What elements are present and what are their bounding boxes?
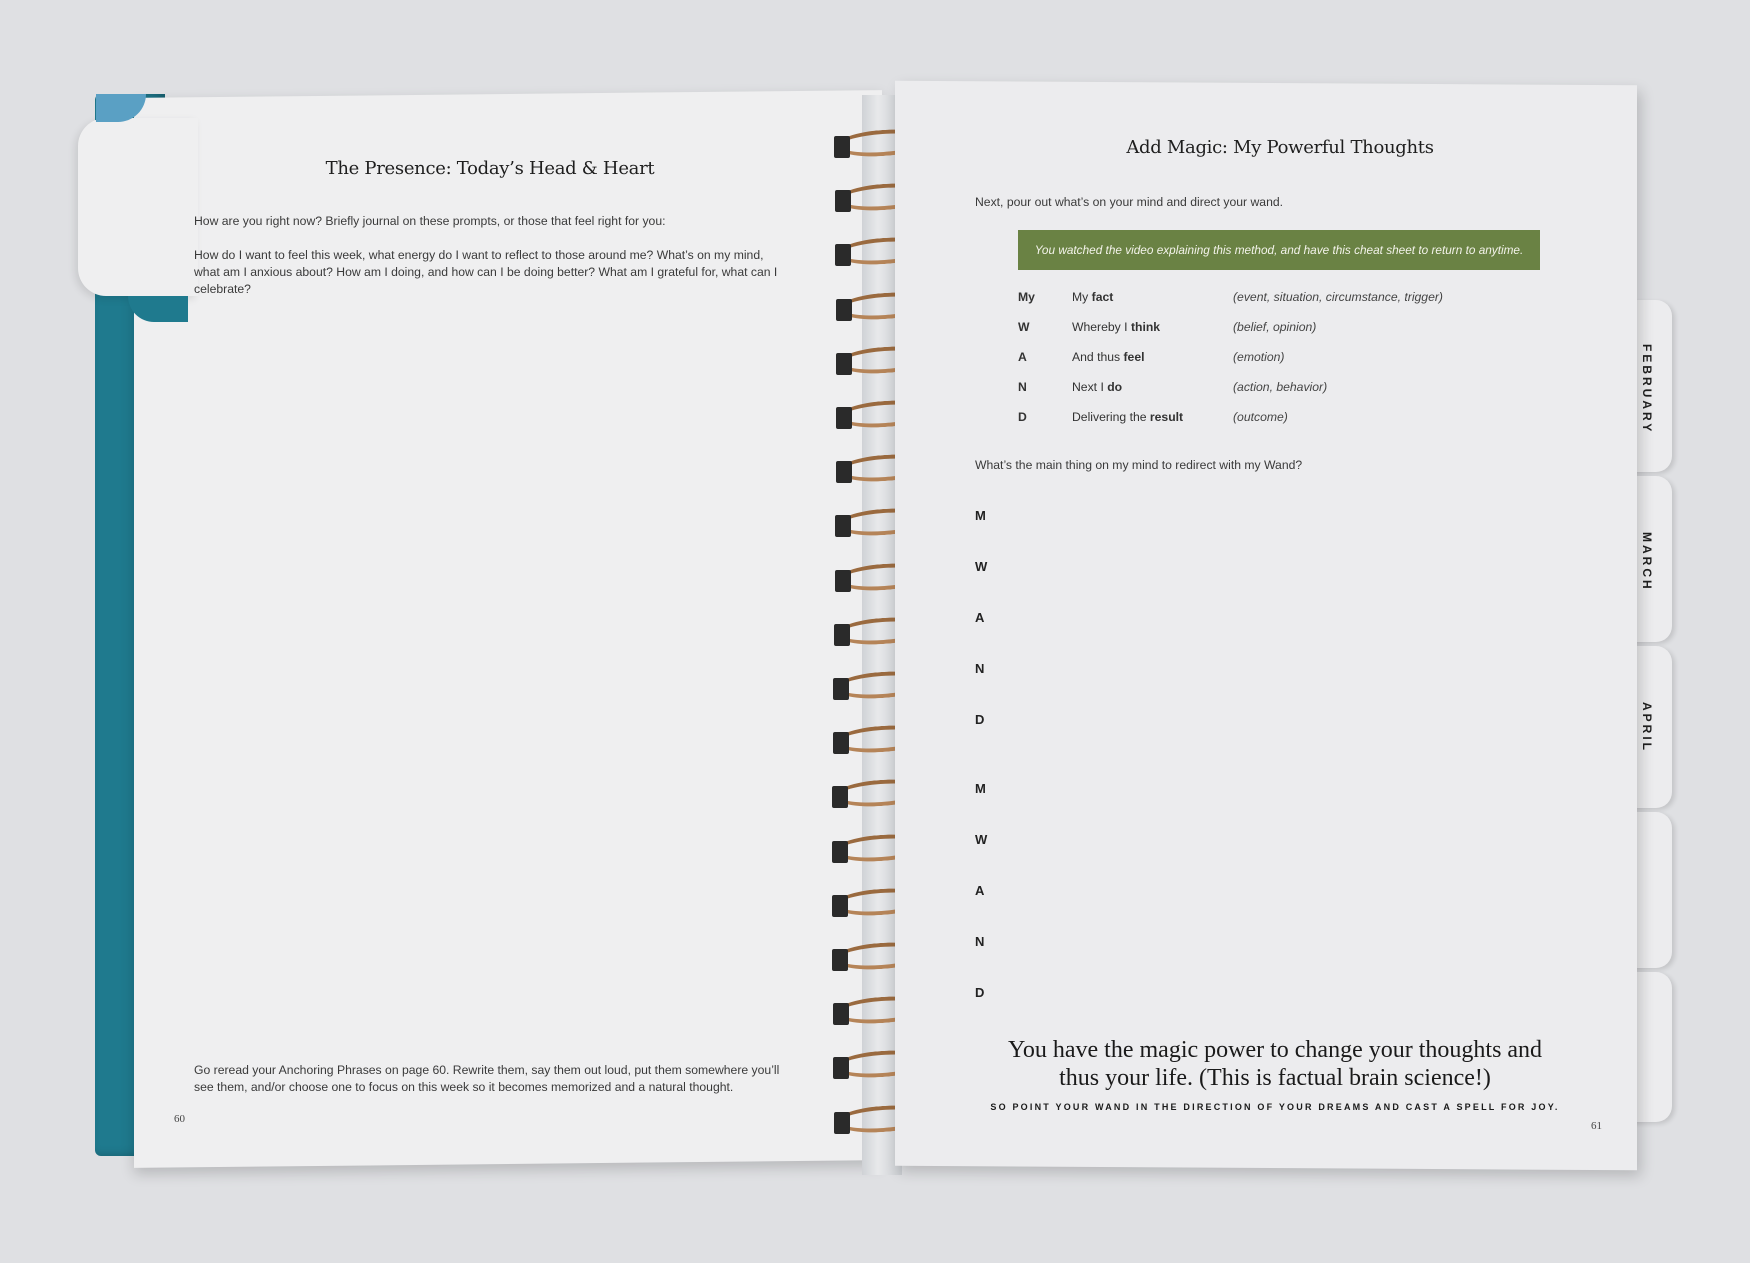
right-page-title: Add Magic: My Powerful Thoughts: [1126, 137, 1434, 158]
left-page-intro: How are you right now? Briefly journal on these prompts, or those that feel right for you:: [194, 214, 666, 228]
worksheet-letter-a: A: [975, 883, 985, 898]
worksheet-letter-m: M: [975, 508, 986, 523]
binding-hole: [832, 895, 848, 917]
binding-hole: [834, 136, 850, 158]
binding-hole: [836, 461, 852, 483]
worksheet-letter-w: W: [975, 832, 988, 847]
tab-february-label: FEBRUARY: [1640, 344, 1654, 435]
worksheet-letter-n: N: [975, 934, 985, 949]
magic-quote-subtitle: SO POINT YOUR WAND IN THE DIRECTION OF YOUR DREAMS AND CAST A SPELL FOR JOY.: [990, 1102, 1560, 1112]
binding-hole: [836, 353, 852, 375]
worksheet-letter-n: N: [975, 661, 985, 676]
worksheet-letter-d: D: [975, 712, 985, 727]
left-page-footer-note: Go reread your Anchoring Phrases on page 60. Rewrite them, say them out loud, put them somewhere you’ll see them, and/or choose one to focus on this week so it becomes memorized and a natural thought.: [194, 1063, 780, 1094]
cheat-sheet-banner: You watched the video explaining this method, and have this cheat sheet to return to anytime.: [1018, 230, 1540, 270]
binding-hole: [832, 949, 848, 971]
binding-hole: [835, 515, 851, 537]
worksheet-letter-a: A: [975, 610, 985, 625]
binding-hole: [832, 786, 848, 808]
binding-hole: [836, 407, 852, 429]
binding-hole: [834, 624, 850, 646]
binding-hole: [833, 732, 849, 754]
page-number-left: 60: [174, 1113, 185, 1125]
binding-hole: [834, 1112, 850, 1134]
binding-hole: [835, 244, 851, 266]
binding-hole: [836, 299, 852, 321]
binding-hole: [833, 1057, 849, 1079]
worksheet-letter-m: M: [975, 781, 986, 796]
binding-hole: [832, 841, 848, 863]
binding-hole: [835, 570, 851, 592]
page-number-right: 61: [1591, 1120, 1602, 1132]
worksheet-letter-w: W: [975, 559, 988, 574]
tab-april-label: APRIL: [1640, 702, 1654, 753]
wand-question: What’s the main thing on my mind to redirect with my Wand?: [975, 458, 1303, 472]
tab-march-label: MARCH: [1640, 532, 1654, 592]
binding-hole: [833, 678, 849, 700]
left-page-title: The Presence: Today’s Head & Heart: [325, 158, 655, 179]
binding-hole: [835, 190, 851, 212]
left-page-tab: [78, 118, 198, 296]
left-page-prompts: How do I want to feel this week, what energy do I want to reflect to those around me? What’s on my mind, what am I anxious about? How am I doing, and how can I be doing better? What am I grateful for, what can I celebrate?: [194, 248, 778, 296]
right-page-intro: Next, pour out what’s on your mind and direct your wand.: [975, 195, 1284, 209]
binding-hole: [833, 1003, 849, 1025]
magic-quote: You have the magic power to change your thoughts and thus your life. (This is factual brain science!): [1007, 1037, 1543, 1091]
worksheet-letter-d: D: [975, 985, 985, 1000]
